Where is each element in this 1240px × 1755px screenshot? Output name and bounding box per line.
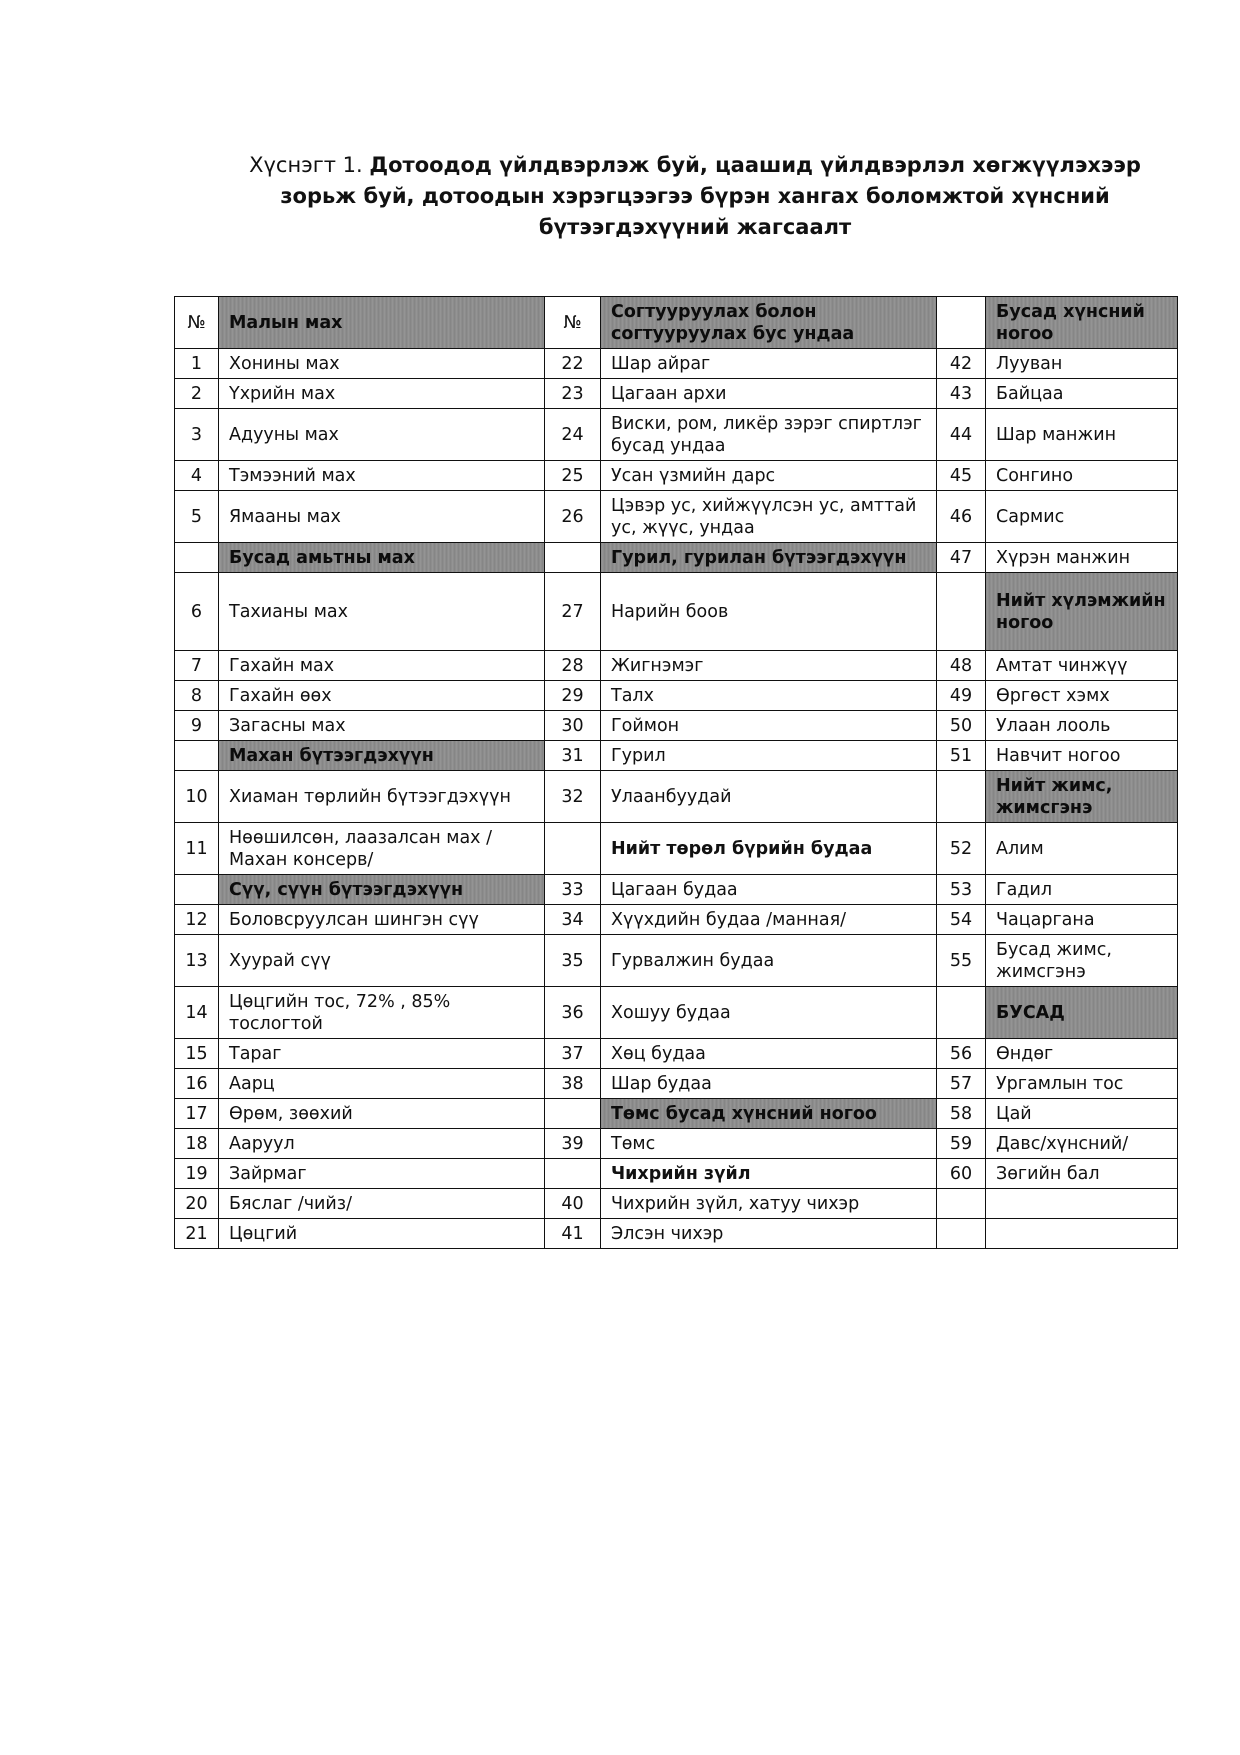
- product-name: Хөц будаа: [601, 1039, 937, 1069]
- table-row: [175, 651, 1178, 681]
- product-name: Цэвэр ус, хийжүүлсэн ус, амттай ус, жүүс, ундаа: [601, 491, 937, 543]
- product-name: Бяслаг /чийз/: [219, 1189, 545, 1219]
- row-number: 2: [175, 379, 219, 409]
- product-name: Гахайн мах: [219, 651, 545, 681]
- header-c3-num: [937, 297, 986, 349]
- table-row: [175, 491, 1178, 543]
- table-row: [175, 379, 1178, 409]
- row-number: 39: [545, 1129, 601, 1159]
- category-header-cell: Махан бүтээгдэхүүн: [219, 741, 545, 771]
- product-name: Нөөшилсөн, лаазалсан мах /Махан консерв/: [219, 823, 545, 875]
- row-number: 41: [545, 1219, 601, 1249]
- row-number: 9: [175, 711, 219, 741]
- product-name: Чацаргана: [986, 905, 1178, 935]
- product-name: Хонины мах: [219, 349, 545, 379]
- table-row: [175, 573, 1178, 651]
- row-number: 8: [175, 681, 219, 711]
- row-number: 28: [545, 651, 601, 681]
- product-name: Усан үзмийн дарс: [601, 461, 937, 491]
- row-number: 29: [545, 681, 601, 711]
- table-row: [175, 987, 1178, 1039]
- product-name: Тахианы мах: [219, 573, 545, 651]
- header-c2-num: №: [545, 297, 601, 349]
- product-name: Цагаан архи: [601, 379, 937, 409]
- table-row: [175, 771, 1178, 823]
- row-number: 42: [937, 349, 986, 379]
- table-row: [175, 349, 1178, 379]
- row-number: 12: [175, 905, 219, 935]
- row-number: 21: [175, 1219, 219, 1249]
- product-name: Хиаман төрлийн бүтээгдэхүүн: [219, 771, 545, 823]
- product-name: Алим: [986, 823, 1178, 875]
- product-name: Хүүхдийн будаа /манная/: [601, 905, 937, 935]
- product-name: Загасны мах: [219, 711, 545, 741]
- row-number: 26: [545, 491, 601, 543]
- row-number: 22: [545, 349, 601, 379]
- row-number: 27: [545, 573, 601, 651]
- product-name: Хошуу будаа: [601, 987, 937, 1039]
- document-title: [230, 150, 1160, 243]
- product-name: Адууны мах: [219, 409, 545, 461]
- product-name: Чихрийн зүйл: [601, 1159, 937, 1189]
- row-number: 54: [937, 905, 986, 935]
- row-number: 59: [937, 1129, 986, 1159]
- category-header-cell: БУСАД: [986, 987, 1178, 1039]
- product-name: Шар манжин: [986, 409, 1178, 461]
- product-name: Талх: [601, 681, 937, 711]
- table-header-row: [175, 297, 1178, 349]
- row-number: 23: [545, 379, 601, 409]
- header-c3-name: Бусад хүнсний ногоо: [986, 297, 1178, 349]
- row-number: 24: [545, 409, 601, 461]
- row-number: 13: [175, 935, 219, 987]
- header-c1-num: №: [175, 297, 219, 349]
- row-number: 38: [545, 1069, 601, 1099]
- row-number: [937, 573, 986, 651]
- table-row: [175, 935, 1178, 987]
- product-name: Өндөг: [986, 1039, 1178, 1069]
- row-number: 53: [937, 875, 986, 905]
- product-name: Гоймон: [601, 711, 937, 741]
- row-number: 31: [545, 741, 601, 771]
- table-caption-text: Дотоодод үйлдвэрлэж буй, цаашид үйлдвэрлэл хөгжүүлэхээр зорьж буй, дотоодын хэрэгцээгээ бүрэн хангах боломжтой хүнсний бүтээгдэхүүний жагсаалт: [280, 153, 1141, 239]
- row-number: 3: [175, 409, 219, 461]
- row-number: 60: [937, 1159, 986, 1189]
- table-row: [175, 543, 1178, 573]
- product-name: Улаанбуудай: [601, 771, 937, 823]
- table-body: [175, 297, 1178, 1249]
- row-number: 43: [937, 379, 986, 409]
- row-number: 52: [937, 823, 986, 875]
- table-row: [175, 875, 1178, 905]
- row-number: [937, 1189, 986, 1219]
- row-number: 36: [545, 987, 601, 1039]
- product-name: Байцаа: [986, 379, 1178, 409]
- product-name: Бусад жимс, жимсгэнэ: [986, 935, 1178, 987]
- row-number: 37: [545, 1039, 601, 1069]
- header-c2-name: Согтууруулах болон согтууруулах бус ундаа: [601, 297, 937, 349]
- row-number: 11: [175, 823, 219, 875]
- table-row: [175, 1219, 1178, 1249]
- row-number: 32: [545, 771, 601, 823]
- row-number: 57: [937, 1069, 986, 1099]
- product-name: [986, 1219, 1178, 1249]
- row-number: 19: [175, 1159, 219, 1189]
- product-name: Давс/хүнсний/: [986, 1129, 1178, 1159]
- product-name: Ургамлын тос: [986, 1069, 1178, 1099]
- row-number: 34: [545, 905, 601, 935]
- category-header-cell: Гурил, гурилан бүтээгдэхүүн: [601, 543, 937, 573]
- row-number: 48: [937, 651, 986, 681]
- product-name: Гахайн өөх: [219, 681, 545, 711]
- row-number: 46: [937, 491, 986, 543]
- product-name: Цөцгий: [219, 1219, 545, 1249]
- product-name: Виски, ром, ликёр зэрэг спиртлэг бусад ундаа: [601, 409, 937, 461]
- product-name: [986, 1189, 1178, 1219]
- table-row: [175, 461, 1178, 491]
- row-number: [545, 1099, 601, 1129]
- row-number: 49: [937, 681, 986, 711]
- product-name: Төмс: [601, 1129, 937, 1159]
- product-name: Шар айраг: [601, 349, 937, 379]
- product-name: Ямааны мах: [219, 491, 545, 543]
- product-name: Шар будаа: [601, 1069, 937, 1099]
- table-row: [175, 1189, 1178, 1219]
- row-number: 50: [937, 711, 986, 741]
- row-number: 58: [937, 1099, 986, 1129]
- product-name: Тараг: [219, 1039, 545, 1069]
- row-number: [175, 875, 219, 905]
- row-number: 55: [937, 935, 986, 987]
- row-number: 16: [175, 1069, 219, 1099]
- row-number: 20: [175, 1189, 219, 1219]
- row-number: 17: [175, 1099, 219, 1129]
- product-name: Гадил: [986, 875, 1178, 905]
- row-number: 25: [545, 461, 601, 491]
- table-row: [175, 905, 1178, 935]
- row-number: [937, 1219, 986, 1249]
- table-row: [175, 1099, 1178, 1129]
- row-number: 6: [175, 573, 219, 651]
- product-name: Амтат чинжүү: [986, 651, 1178, 681]
- row-number: 35: [545, 935, 601, 987]
- table-row: [175, 823, 1178, 875]
- row-number: [937, 771, 986, 823]
- product-name: Өргөст хэмх: [986, 681, 1178, 711]
- product-name: Гурил: [601, 741, 937, 771]
- product-name: Навчит ногоо: [986, 741, 1178, 771]
- product-name: Ааруул: [219, 1129, 545, 1159]
- row-number: 40: [545, 1189, 601, 1219]
- row-number: 45: [937, 461, 986, 491]
- row-number: [545, 1159, 601, 1189]
- table-row: [175, 681, 1178, 711]
- product-name: Цөцгийн тос, 72% , 85% тослогтой: [219, 987, 545, 1039]
- table-row: [175, 1069, 1178, 1099]
- table-row: [175, 711, 1178, 741]
- product-name: Хуурай сүү: [219, 935, 545, 987]
- product-name: Нийт төрөл бүрийн будаа: [601, 823, 937, 875]
- row-number: 10: [175, 771, 219, 823]
- row-number: 15: [175, 1039, 219, 1069]
- product-name: Чихрийн зүйл, хатуу чихэр: [601, 1189, 937, 1219]
- product-name: Нарийн боов: [601, 573, 937, 651]
- food-products-table: [174, 296, 1178, 1249]
- product-name: Зөгийн бал: [986, 1159, 1178, 1189]
- product-name: Элсэн чихэр: [601, 1219, 937, 1249]
- row-number: 51: [937, 741, 986, 771]
- row-number: 47: [937, 543, 986, 573]
- row-number: 30: [545, 711, 601, 741]
- row-number: 56: [937, 1039, 986, 1069]
- product-name: Жигнэмэг: [601, 651, 937, 681]
- product-name: Боловсруулсан шингэн сүү: [219, 905, 545, 935]
- row-number: [545, 543, 601, 573]
- product-name: Лууван: [986, 349, 1178, 379]
- product-name: Улаан лооль: [986, 711, 1178, 741]
- category-header-cell: Төмс бусад хүнсний ногоо: [601, 1099, 937, 1129]
- category-header-cell: Сүү, сүүн бүтээгдэхүүн: [219, 875, 545, 905]
- row-number: 7: [175, 651, 219, 681]
- row-number: 14: [175, 987, 219, 1039]
- row-number: 18: [175, 1129, 219, 1159]
- table-row: [175, 741, 1178, 771]
- product-name: Сармис: [986, 491, 1178, 543]
- table-row: [175, 1159, 1178, 1189]
- row-number: 1: [175, 349, 219, 379]
- table-caption-label: Хүснэгт 1.: [249, 153, 370, 177]
- product-name: Үхрийн мах: [219, 379, 545, 409]
- table-row: [175, 1039, 1178, 1069]
- row-number: [175, 741, 219, 771]
- product-name: Хүрэн манжин: [986, 543, 1178, 573]
- category-header-cell: Нийт хүлэмжийн ногоо: [986, 573, 1178, 651]
- product-name: Аарц: [219, 1069, 545, 1099]
- category-header-cell: Бусад амьтны мах: [219, 543, 545, 573]
- table-row: [175, 1129, 1178, 1159]
- product-name: Өрөм, зөөхий: [219, 1099, 545, 1129]
- category-header-cell: Нийт жимс, жимсгэнэ: [986, 771, 1178, 823]
- row-number: 5: [175, 491, 219, 543]
- product-name: Цай: [986, 1099, 1178, 1129]
- product-name: Цагаан будаа: [601, 875, 937, 905]
- row-number: 44: [937, 409, 986, 461]
- row-number: [937, 987, 986, 1039]
- row-number: [175, 543, 219, 573]
- product-name: Гурвалжин будаа: [601, 935, 937, 987]
- table-row: [175, 409, 1178, 461]
- product-name: Тэмээний мах: [219, 461, 545, 491]
- row-number: 33: [545, 875, 601, 905]
- row-number: 4: [175, 461, 219, 491]
- product-name: Зайрмаг: [219, 1159, 545, 1189]
- header-c1-name: Малын мах: [219, 297, 545, 349]
- product-name: Сонгино: [986, 461, 1178, 491]
- row-number: [545, 823, 601, 875]
